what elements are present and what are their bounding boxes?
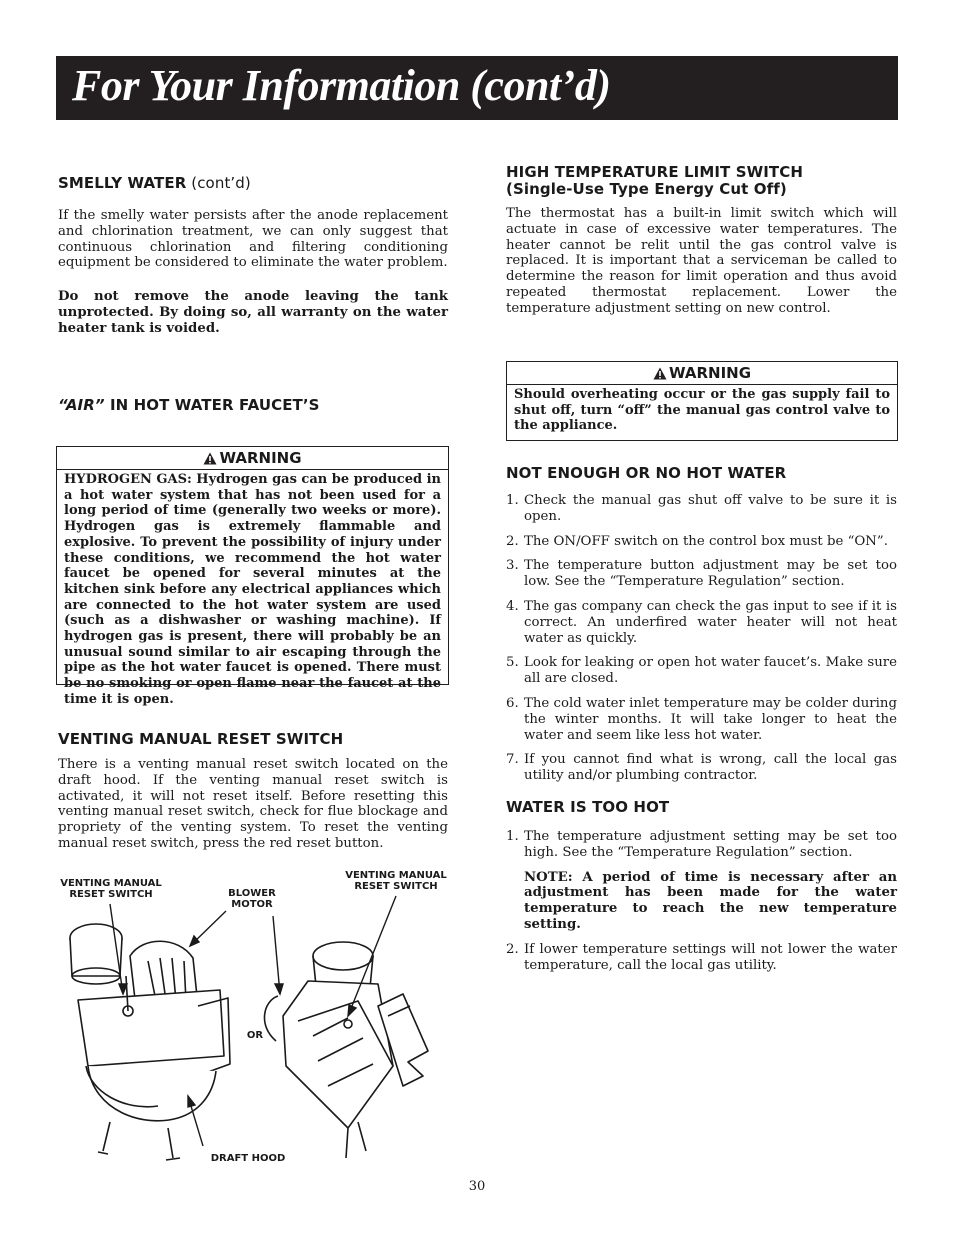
- not-enough-item: [506, 655, 897, 687]
- venting-paragraph: There is a venting manual reset switch located on the draft hood. If the venting manual reset switch is activated, it will not reset itself. Before resetting this venting manual reset switch, check for flue blockage and propriety of the venting system. To reset the venting manual reset switch, press the red reset button.: [58, 757, 448, 851]
- draft-hood-diagram: [48, 866, 458, 1171]
- list-item-number: 4.: [506, 598, 519, 614]
- list-item-text: Look for leaking or open hot water faucet’s. Make sure all are closed.: [524, 655, 897, 687]
- too-hot-item-1: [506, 829, 897, 861]
- hydrogen-warning-text: HYDROGEN GAS: Hydrogen gas can be produced in a hot water system that has not been used for a long period of time (generally two weeks or more). Hydrogen gas is extremely flammable and explosive. To prevent the possibility of injury under these conditions, we recommend the hot water faucet be opened for several minutes at the kitchen sink before any electrical appliances which are connected to the hot water system are used (such as a dishwasher or washing machine). If hydrogen gas is present, there will probably be an unusual sound similar to air escaping through the pipe as the hot water faucet is opened. There must be no smoking or open flame near the faucet at the time it is open.: [64, 472, 441, 707]
- anode-warning-note: Do not remove the anode leaving the tank unprotected. By doing so, all warranty on the water heater tank is voided.: [58, 289, 448, 336]
- page-number: 30: [468, 1179, 486, 1194]
- list-item-text: The gas company can check the gas input to see if it is correct. An underfired water heater will not heat water as quickly.: [524, 598, 897, 646]
- list-item-text: The ON/OFF switch on the control box must be “ON”.: [524, 533, 888, 549]
- label-venting-reset-switch-left: VENTING MANUAL RESET SWITCH: [60, 878, 162, 900]
- smelly-water-section: [58, 175, 448, 337]
- air-faucet-heading: [58, 397, 448, 414]
- not-enough-item: [506, 534, 897, 550]
- hydrogen-warning-box: [56, 446, 449, 707]
- list-item-number: 3.: [506, 558, 519, 574]
- water-too-hot-section: [506, 799, 897, 982]
- list-item-number: 2.: [506, 533, 519, 549]
- list-item-text: If you cannot find what is wrong, call the local gas utility and/or plumbing contractor.: [524, 752, 897, 784]
- not-enough-item: [506, 599, 897, 646]
- label-venting-reset-switch-right: VENTING MANUAL RESET SWITCH: [345, 870, 447, 892]
- list-item-number: 7.: [506, 752, 519, 768]
- overheating-warning-text: Should overheating occur or the gas supply fail to shut off, turn “off” the manual gas control valve to the appliance.: [514, 387, 890, 434]
- hydrogen-warning-label: WARNING: [219, 449, 302, 467]
- list-item-text: Check the manual gas shut off valve to be sure it is open.: [524, 493, 897, 524]
- not-enough-list: [506, 493, 897, 784]
- warning-triangle-icon: [203, 452, 217, 465]
- not-enough-heading: NOT ENOUGH OR NO HOT WATER: [506, 464, 787, 482]
- too-hot-list-continued: [506, 942, 897, 974]
- too-hot-note: NOTE: A period of time is necessary after an adjustment has been made for the water temperature to reach the new temperature setting.: [524, 869, 897, 932]
- venting-heading: VENTING MANUAL RESET SWITCH: [58, 730, 344, 748]
- list-item-text: The cold water inlet temperature may be colder during the winter months. It will take longer to heat the water and seem like less hot water.: [524, 695, 897, 743]
- limit-switch-paragraph: The thermostat has a built-in limit switch which will actuate in case of excessive water temperatures. The heater cannot be relit until the gas control valve is replaced. It is important that a serviceman be called to determine the reason for limit operation and thus avoid repeated thermostat replacement. Lower the temperature adjustment setting on new control.: [506, 206, 897, 316]
- air-faucet-section: [58, 397, 448, 414]
- title-banner: [56, 56, 898, 120]
- smelly-water-paragraph: If the smelly water persists after the anode replacement and chlorination treatment, we can only suggest that continuous chlorination and filtering conditioning equipment be considered to eliminate the water problem.: [58, 208, 448, 271]
- too-hot-list: [506, 829, 897, 861]
- smelly-water-heading-suffix: (cont’d): [186, 174, 251, 192]
- smelly-water-heading: [58, 175, 448, 192]
- not-enough-hot-water-section: [506, 465, 897, 793]
- limit-switch-heading-line1: HIGH TEMPERATURE LIMIT SWITCH: [506, 163, 804, 181]
- not-enough-item: [506, 752, 897, 784]
- too-hot-item-1-num: 1.: [506, 829, 519, 844]
- list-item-number: 5.: [506, 655, 519, 671]
- too-hot-item-1-text: The temperature adjustment setting may be set too high. See the “Temperature Regulation” section.: [524, 829, 897, 860]
- label-or: OR: [246, 1030, 264, 1041]
- too-hot-item-2-text: If lower temperature settings will not lower the water temperature, call the local gas utility.: [524, 941, 897, 973]
- too-hot-item-2-num: 2.: [506, 941, 519, 957]
- venting-section: [58, 731, 448, 852]
- smelly-water-heading-text: SMELLY WATER: [58, 174, 187, 192]
- overheating-warning-label: WARNING: [668, 364, 752, 382]
- limit-switch-section: [506, 164, 897, 317]
- limit-switch-heading-line2: (Single-Use Type Energy Cut Off): [506, 180, 787, 198]
- draft-hood-illustration: [48, 866, 458, 1171]
- label-blower-motor: BLOWER MOTOR: [228, 888, 276, 910]
- air-faucet-heading-rest: IN HOT WATER FAUCET’S: [104, 396, 320, 414]
- hydrogen-warning-header: [57, 447, 448, 470]
- too-hot-heading: WATER IS TOO HOT: [506, 798, 670, 816]
- overheating-warning-header: [507, 362, 897, 385]
- too-hot-item-2: [506, 942, 897, 974]
- warning-triangle-icon: [653, 367, 667, 380]
- not-enough-item: [506, 493, 897, 525]
- not-enough-item: [506, 696, 897, 743]
- page-title: For Your Information (cont’d): [72, 61, 611, 110]
- list-item-text: The temperature button adjustment may be set too low. See the “Temperature Regulation” section.: [524, 558, 897, 590]
- not-enough-item: [506, 558, 897, 590]
- overheating-warning-box: [506, 361, 898, 441]
- list-item-number: 1.: [506, 493, 519, 508]
- list-item-number: 6.: [506, 695, 519, 711]
- air-faucet-heading-italic: “AIR”: [58, 396, 105, 414]
- label-draft-hood: DRAFT HOOD: [210, 1153, 286, 1164]
